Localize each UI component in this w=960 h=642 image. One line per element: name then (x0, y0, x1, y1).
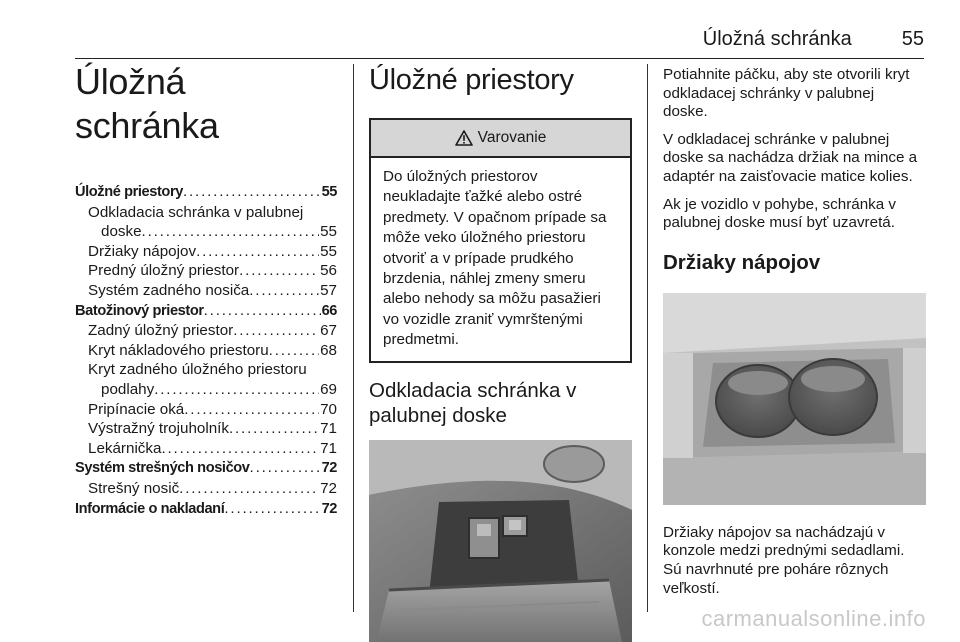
toc-page-number: 72 (320, 479, 337, 497)
toc-entry-label: Lekárnička (88, 439, 162, 457)
toc-entry-label: Držiaky nápojov (88, 242, 197, 260)
toc-entry[interactable] (75, 419, 337, 439)
text-line: V odkladacej schránke v palubnej (663, 130, 890, 148)
warning-header (371, 120, 630, 158)
toc-entry[interactable] (75, 380, 337, 400)
toc-entry-label: Výstražný trojuholník (88, 420, 229, 438)
toc-entry[interactable] (75, 458, 337, 479)
toc-entry[interactable] (75, 261, 337, 281)
toc-entry[interactable] (75, 479, 337, 499)
text-line: odkladacej schránky v palubnej (663, 84, 875, 102)
subsection-line: palubnej doske (369, 403, 507, 427)
toc-page-number: 55 (320, 242, 337, 260)
toc-entry-label: Batožinový priestor (75, 302, 204, 319)
warning-line: brzdenia, náhlej zmeny smeru (383, 270, 586, 288)
warning-line: predmetmi. (383, 331, 459, 349)
toc-leader-dots (179, 479, 319, 499)
toc-page-number: 71 (320, 420, 337, 438)
toc-page-number: 69 (320, 380, 337, 398)
warning-line: otvoriť a v prípade prudkého (383, 249, 574, 267)
toc-leader-dots (249, 281, 319, 301)
warning-text (371, 158, 630, 361)
toc-leader-dots (183, 182, 321, 202)
running-header (703, 28, 924, 51)
paragraph-closed-while-driving (663, 196, 928, 233)
warning-line: Do úložných priestorov (383, 168, 538, 185)
text-line: adaptér na zaisťovacie matice kolies. (663, 167, 913, 185)
toc-entry[interactable] (75, 341, 337, 361)
toc-leader-dots (142, 222, 320, 242)
toc-entry-label: Strešný nosič (88, 479, 180, 497)
toc-page-number: 67 (320, 322, 337, 340)
toc-entry[interactable] (75, 321, 337, 341)
toc-leader-dots (161, 439, 319, 459)
warning-triangle-icon (455, 130, 473, 146)
header-page-number: 55 (901, 28, 924, 50)
toc-leader-dots (233, 321, 319, 341)
toc-leader-dots (184, 400, 319, 420)
toc-entry-label[interactable]: Kryt zadného úložného priestoru (88, 361, 307, 379)
toc-entry[interactable] (75, 439, 337, 459)
toc-leader-dots (154, 380, 319, 400)
toc-leader-dots (204, 301, 321, 321)
warning-title: Varovanie (477, 129, 547, 146)
toc-entry-label: Informácie o nakladaní (75, 500, 225, 517)
text-line: palubnej doske musí byť uzavretá. (663, 214, 895, 232)
toc-leader-dots (269, 341, 319, 361)
toc-entry[interactable] (75, 281, 337, 301)
toc-page-number: 68 (320, 341, 337, 359)
toc-entry-label[interactable]: Odkladacia schránka v palubnej (88, 203, 304, 221)
toc-entry[interactable] (75, 301, 337, 322)
text-line: konzole medzi prednými sedadlami. (663, 542, 905, 560)
toc-leader-dots (196, 242, 319, 262)
toc-page-number: 57 (320, 281, 337, 299)
text-line: doske. (663, 103, 708, 121)
subsection-line: Odkladacia schránka v (369, 378, 577, 402)
toc-column (75, 60, 337, 519)
toc-entry-label: Predný úložný priestor (88, 262, 240, 280)
toc-entry[interactable] (75, 499, 337, 520)
toc-page-number: 66 (321, 302, 337, 319)
warning-box (369, 118, 632, 363)
text-line: Sú navrhnuté pre poháre rôznych (663, 560, 889, 578)
header-title: Úložná schránka (702, 28, 852, 50)
warning-line: vo vozidle zraniť vymrštenými (383, 310, 583, 328)
right-column (663, 66, 928, 607)
toc-entry[interactable] (75, 182, 337, 203)
toc-entry-label: podlahy (101, 380, 155, 398)
toc-entry-label: Úložné priestory (75, 184, 183, 200)
warning-line: alebo nehody sa môžu pasažieri (383, 290, 601, 308)
warning-line: môže veko úložného priestoru (383, 229, 586, 247)
toc-page-number: 72 (321, 500, 337, 517)
toc-entry-label: Zadný úložný priestor (88, 322, 234, 340)
glovebox-photo (369, 440, 632, 642)
paragraph-coin-holder (663, 131, 928, 187)
text-line: Ak je vozidlo v pohybe, schránka v (663, 195, 896, 213)
toc-entry[interactable] (75, 222, 337, 242)
toc-leader-dots (224, 499, 320, 519)
header-rule (75, 58, 924, 59)
table-of-contents (75, 182, 337, 519)
text-line: doske sa nachádza držiak na mince a (663, 149, 918, 167)
toc-entry-label: Systém strešných nosičov (75, 460, 250, 477)
paragraph-cupholders (663, 524, 928, 598)
toc-entry[interactable] (75, 400, 337, 420)
toc-leader-dots (239, 261, 319, 281)
toc-page-number: 55 (320, 223, 337, 241)
toc-leader-dots (250, 458, 321, 478)
toc-entry-label: doske (101, 223, 142, 241)
cupholders-subsection-title: Držiaky nápojov (663, 250, 821, 274)
text-line: Potiahnite páčku, aby ste otvorili kryt (663, 66, 910, 83)
text-line: veľkostí. (663, 579, 720, 597)
chapter-title: Úložná schránka (75, 61, 219, 146)
toc-page-number: 55 (321, 184, 337, 200)
toc-entry-label: Pripínacie oká (88, 400, 185, 418)
section-title: Úložné priestory (369, 64, 574, 96)
toc-entry-label: Kryt nákladového priestoru (88, 341, 269, 359)
warning-line: neukladajte ťažké alebo ostré (383, 188, 583, 206)
warning-line: predmety. V opačnom prípade sa (383, 208, 607, 226)
toc-page-number: 71 (320, 439, 337, 457)
toc-page-number: 70 (320, 400, 337, 418)
glovebox-subsection-title (369, 378, 632, 428)
toc-page-number: 72 (321, 460, 337, 477)
toc-entry[interactable] (75, 242, 337, 262)
toc-page-number: 56 (320, 262, 337, 280)
toc-entry-label: Systém zadného nosiča (88, 281, 250, 299)
text-line: Držiaky nápojov sa nachádzajú v (663, 523, 886, 541)
column-divider-left (353, 64, 354, 612)
watermark: carmanualsonline.info (701, 606, 926, 631)
cupholders-photo (663, 293, 926, 505)
toc-leader-dots (229, 419, 319, 439)
column-divider-right (647, 64, 648, 612)
middle-column (369, 60, 632, 642)
paragraph-glovebox-open (663, 66, 928, 122)
